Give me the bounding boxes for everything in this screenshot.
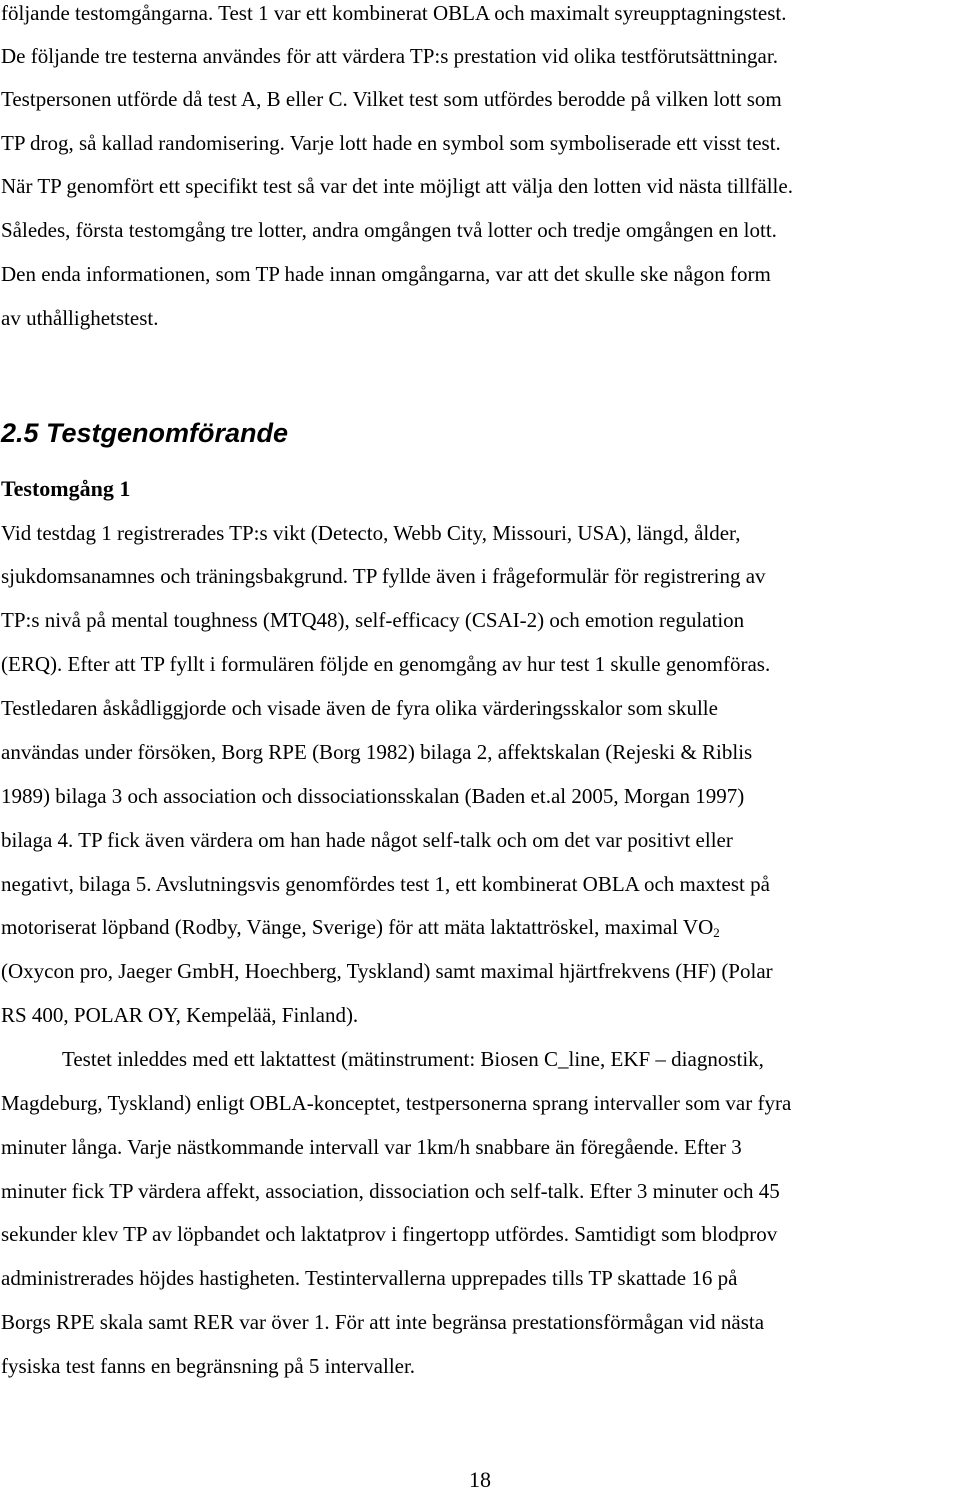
intro-line-6: Således, första testomgång tre lotter, andra omgången två lotter och tredje omgången en lott.	[1, 218, 777, 242]
subheading: Testomgång 1	[1, 476, 131, 501]
intro-line-5: När TP genomfört ett specifikt test så var det inte möjligt att välja den lotten vid nästa tillfälle.	[1, 174, 793, 198]
para1-line-8: bilaga 4. TP fick även värdera om han hade något self-talk och om det var positivt eller	[1, 828, 733, 852]
para2-line-7: Borgs RPE skala samt RER var över 1. För att inte begränsa prestationsförmågan vid nästa	[1, 1310, 765, 1334]
para2-line-8: fysiska test fanns en begränsning på 5 intervaller.	[1, 1354, 416, 1378]
para2-line-4: minuter fick TP värdera affekt, association, dissociation och self-talk. Efter 3 minuter och 45	[1, 1179, 780, 1203]
para1-line-7: 1989) bilaga 3 och association och dissociationsskalan (Baden et.al 2005, Morgan 1997)	[1, 784, 745, 808]
para2-line-2: Magdeburg, Tyskland) enligt OBLA-konceptet, testpersonerna sprang intervaller som var fyra	[1, 1091, 792, 1115]
para1-line-12: RS 400, POLAR OY, Kempelää, Finland).	[1, 1003, 359, 1027]
intro-line-1: följande testomgångarna. Test 1 var ett kombinerat OBLA och maximalt syreupptagningstest.	[1, 1, 787, 25]
para1-line-10	[1, 915, 720, 939]
para2-line-5: sekunder klev TP av löpbandet och laktatprov i fingertopp utfördes. Samtidigt som blodprov	[1, 1222, 778, 1246]
intro-line-2: De följande tre testerna användes för att värdera TP:s prestation vid olika testförutsättningar.	[1, 44, 778, 68]
vo2-line-text: motoriserat löpband (Rodby, Vänge, Sverige) för att mäta laktattröskel, maximal VO	[1, 915, 714, 939]
intro-line-7: Den enda informationen, som TP hade innan omgångarna, var att det skulle ske någon form	[1, 262, 771, 286]
vo2-subscript: 2	[713, 925, 720, 940]
para1-line-9: negativt, bilaga 5. Avslutningsvis genomfördes test 1, ett kombinerat OBLA och maxtest på	[1, 872, 770, 896]
section-heading: 2.5 Testgenomförande	[1, 418, 289, 448]
para2-line-3: minuter långa. Varje nästkommande intervall var 1km/h snabbare än föregående. Efter 3	[1, 1135, 742, 1159]
intro-line-8: av uthållighetstest.	[1, 306, 159, 330]
page-number: 18	[469, 1467, 491, 1492]
para1-line-4: (ERQ). Efter att TP fyllt i formulären följde en genomgång av hur test 1 skulle genomföras.	[1, 652, 771, 676]
para1-line-2: sjukdomsanamnes och träningsbakgrund. TP fyllde även i frågeformulär för registrering av	[1, 564, 766, 588]
para1-line-6: användas under försöken, Borg RPE (Borg 1982) bilaga 2, affektskalan (Rejeski & Riblis	[1, 740, 753, 764]
intro-line-3: Testpersonen utförde då test A, B eller C. Vilket test som utfördes berodde på vilken lott som	[1, 87, 782, 111]
intro-line-4: TP drog, så kallad randomisering. Varje lott hade en symbol som symboliserade ett visst test.	[1, 131, 781, 155]
para2-line-6: administrerades höjdes hastigheten. Testintervallerna upprepades tills TP skattade 16 på	[1, 1266, 738, 1290]
para2-line-1: Testet inleddes med ett laktattest (mätinstrument: Biosen C_line, EKF – diagnostik,	[62, 1047, 764, 1071]
para1-line-5: Testledaren åskådliggjorde och visade även de fyra olika värderingsskalor som skulle	[1, 696, 718, 720]
para1-line-3: TP:s nivå på mental toughness (MTQ48), self-efficacy (CSAI-2) och emotion regulation	[1, 608, 745, 632]
para1-line-11: (Oxycon pro, Jaeger GmbH, Hoechberg, Tyskland) samt maximal hjärtfrekvens (HF) (Polar	[1, 959, 773, 983]
para1-line-1: Vid testdag 1 registrerades TP:s vikt (Detecto, Webb City, Missouri, USA), längd, ålder,	[1, 521, 741, 545]
